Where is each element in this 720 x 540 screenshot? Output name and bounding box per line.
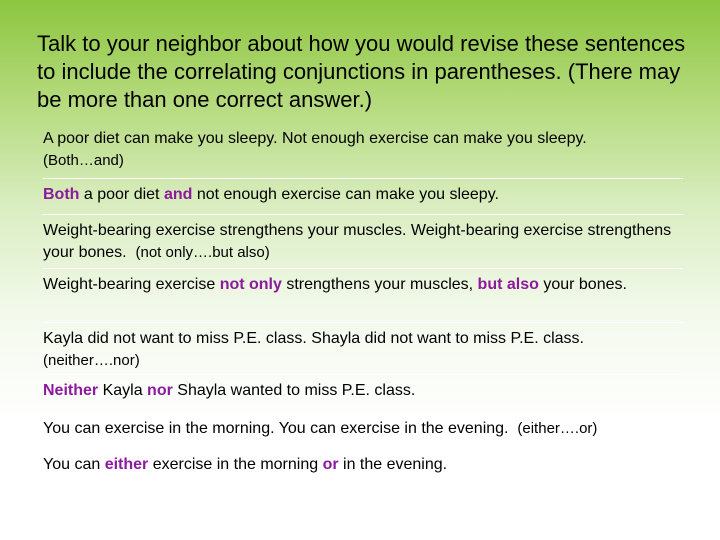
answer-text: You can [43, 456, 105, 473]
conjunction: Neither [43, 382, 99, 399]
conjunction: not only [219, 276, 282, 293]
divider [43, 322, 683, 323]
divider [43, 374, 683, 375]
conjunction: and [163, 186, 193, 203]
conjunction-hint: (not only….but also) [135, 244, 270, 261]
prompt-1 [43, 128, 587, 172]
prompt-text: Kayla did not want to miss P.E. class. Shayla did not want to miss P.E. class. [43, 330, 584, 347]
answer-text: a poor diet [79, 186, 164, 203]
divider [43, 268, 683, 269]
divider [43, 412, 683, 413]
conjunction: or [322, 456, 339, 473]
prompt-3 [43, 328, 584, 372]
answer-text: exercise in the morning [148, 456, 323, 473]
prompt-text: Weight-bearing exercise strengthens your muscles. Weight-bearing exercise strengthens your bones. [43, 222, 672, 261]
answer-text: in the evening. [338, 456, 448, 473]
conjunction: Both [43, 186, 80, 203]
answer-text: your bones. [538, 276, 627, 293]
conjunction: but also [477, 276, 539, 293]
answer-text: Shayla wanted to miss P.E. class. [172, 382, 416, 399]
answer-4 [43, 454, 447, 476]
answer-2 [43, 274, 627, 296]
prompt-4 [43, 418, 597, 440]
conjunction-hint: (neither….nor) [43, 352, 140, 369]
answer-3 [43, 380, 415, 402]
prompt-2 [43, 220, 703, 264]
divider [43, 448, 683, 449]
answer-text: Kayla [98, 382, 148, 399]
divider [43, 178, 683, 179]
prompt-text: You can exercise in the morning. You can exercise in the evening. [43, 420, 509, 437]
answer-text: strengthens your muscles, [281, 276, 478, 293]
answer-text: not enough exercise can make you sleepy. [192, 186, 499, 203]
conjunction: nor [147, 382, 173, 399]
divider [43, 214, 683, 215]
answer-text: Weight-bearing exercise [43, 276, 220, 293]
slide-title: Talk to your neighbor about how you would revise these sentences to include the correlating conjunctions in parentheses. (There may be more than one correct answer.) [37, 31, 686, 112]
conjunction-hint: (either….or) [517, 420, 598, 437]
conjunction-hint: (Both…and) [43, 152, 124, 169]
conjunction: either [104, 456, 149, 473]
answer-1 [43, 184, 499, 206]
prompt-text: A poor diet can make you sleepy. Not enough exercise can make you sleepy. [43, 130, 587, 147]
